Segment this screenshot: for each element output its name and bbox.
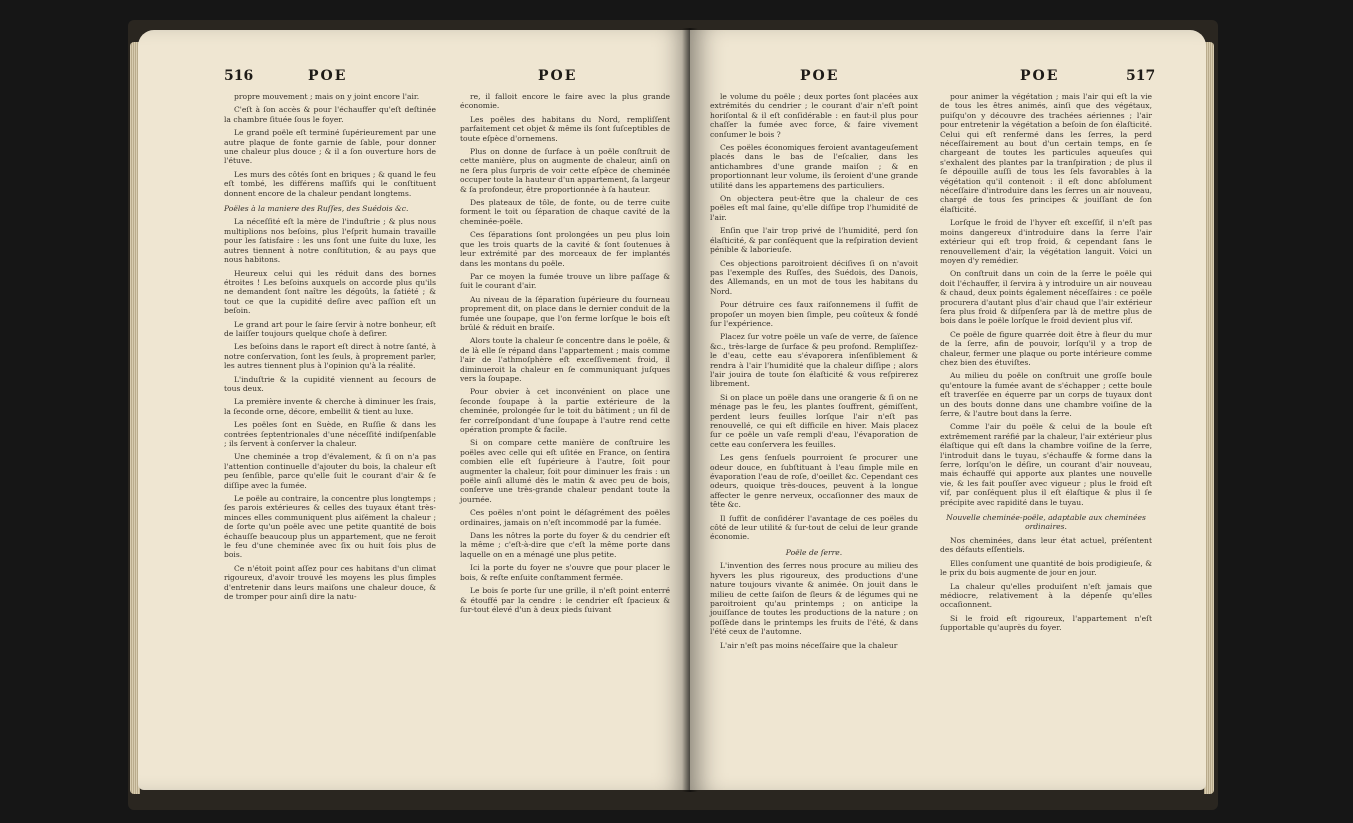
paragraph: L'invention des ſerres nous procure au milieu des hyvers les plus rigoureux, des productions d'une nature toujours vivante & animée. On jouit dans le milieu de cette ſaiſon de ſleurs & de légumes qui ne paroitroient qu'au printemps ; on anticipe la jouiſſance de toutes les productions de la nature ; on poſſède dans le printemps les fruits de l'été, & dans l'été ceux de l'automne.	[710, 561, 918, 637]
left-page-number: 516	[224, 68, 254, 84]
paragraph: Nos cheminées, dans leur état actuel, préſentent des défauts eſſentiels.	[940, 535, 1152, 555]
right-running-head-2: POE	[1020, 68, 1060, 84]
paragraph: Ces ſéparations ſont prolongées un peu plus loin que les trois quarts de la cavité & ſont ſoutenues à leur extrémité par des morceaux de fer implantés dans les montans du poële.	[460, 230, 670, 268]
right-page	[690, 30, 1206, 790]
paragraph: Le bois ſe porte ſur une grille, il n'eſt point enterré & étouffé par la cendre : le cendrier eſt ſpacieux & ſur-tout élevé d'un à deux pieds ſuivant	[460, 586, 670, 614]
paragraph: C'eſt à ſon accès & pour l'échauffer qu'eſt deſtinée la chambre ſituée ſous le foyer.	[224, 105, 436, 124]
paragraph: La néceſſité eſt la mère de l'induſtrie ; & plus nous multiplions nos beſoins, plus l'eſprit humain travaille pour les ſatisfaire : les uns ſont une ſuite du luxe, les autres tiennent à notre conſtitution, & au pays que nous habitons.	[224, 217, 436, 265]
paragraph: Il ſuffit de conſidérer l'avantage de ces poëles du côté de leur utilité & ſur-tout de celui de leur grande économie.	[710, 513, 918, 542]
paragraph: Au niveau de la ſéparation ſupérieure du fourneau proprement dit, on place dans le dernier conduit de la fumée une ſoupape, que l'on ferme lorſque le bois eſt brûlé & réduit en braiſe.	[460, 294, 670, 332]
paragraph: Les gens ſenſuels pourroient ſe procurer une odeur douce, en ſubſtituant à l'eau ſimple mile en évaporation l'eau de roſe, d'oeillet &c. Cependant ces odeurs, quoique très-douces, peuvent à la longue affecter le genre nerveux, occaſionner des maux de tête &c.	[710, 453, 918, 510]
paragraph: L'air n'eſt pas moins néceſſaire que la chaleur	[720, 640, 898, 650]
right-column-1	[710, 92, 918, 654]
paragraph: Enſin que l'air trop privé de l'humidité, perd ſon élaſticité, & par conſéquent que la reſpiration devient pénible & laborieuſe.	[710, 226, 918, 255]
left-column-1	[224, 92, 436, 606]
paragraph: Si on place un poële dans une orangerie & ſi on ne ménage pas le feu, les plantes ſouffrent, gémiſſent, perdent leurs feuilles lorſque l'air n'eſt pas renouvellé, ce qui eſt difficile en hiver. Mais placez ſur ce poële un vaſe rempli d'eau, l'évaporation de cette eau conſervera les feuilles.	[710, 392, 918, 449]
paragraph: Heureux celui qui les réduit dans des bornes étroites ! Les beſoins auxquels on accorde plus qu'ils ne demandent ſont naître les dégoûts, la ſatiété ; & tout ce que la cupidité deſire avec paſſion eſt un beſoin.	[224, 268, 436, 316]
paragraph: Comme l'air du poële & celui de la boule eſt extrêmement raréfié par la chaleur, l'air extérieur plus élaſtique qui eſt dans la chambre voiſine de la ſerre, l'introduit dans le tuyau, s'échauffe & forme dans la ſerre, lorſqu'on le déſire, un courant d'air nouveau, mais échauffé qui apporte aux plantes une nouvelle vie, & les fait pouſſer avec vigueur ; plus le froid eſt vif, par conſéquent plus il eſt élaſtique & plus il ſe précipite avec rapidité dans le tuyau.	[940, 422, 1152, 507]
paragraph: La chaleur qu'elles produiſent n'eſt jamais que médiocre, relativement à la dépenſe qu'elles occaſionnent.	[940, 581, 1152, 610]
paragraph: La première invente & cherche à diminuer les ſrais, la ſeconde orne, décore, embellit & tient au luxe.	[224, 397, 436, 416]
paragraph: Ce n'étoit point aſſez pour ces habitans d'un climat rigoureux, d'avoir trouvé les moyens les plus ſimples d'entretenir dans leurs maiſons une chaleur douce, & de tromper pour ainſi dire la natu-	[224, 563, 436, 602]
paragraph: pour animer la végétation ; mais l'air qui eſt la vie de tous les êtres animés, ainſi que des végétaux, puiſqu'on y découvre des trachées aériennes ; l'air pour entretenir la végétation a beſoin de ſon élaſticité. Celui qui eſt renfermé dans les ſerres, la perd néceſſairement au bout d'un certain temps, en ſe chargeant de toutes les particules aqueuſes qui s'exhalent des plantes par la tranſpiration ; de plus il ſe dépouille auſſi de tous les ſels favorables à la végétation qu'il contenoit : il eſt donc abſolument néceſſaire d'introduire dans les ſerres un air nouveau, chargé de tous ſes principes & jouiſſant de ſon élaſticité.	[940, 92, 1152, 214]
paragraph: Alors toute la chaleur ſe concentre dans le poële, & de là elle ſe répand dans l'appartement ; mais comme l'air de l'athmoſphère eſt exceſſivement froid, il diminueroit la chaleur en ſe communiquant juſques vers la ſoupape.	[460, 336, 670, 383]
paragraph: Les beſoins dans le raport eſt direct à notre ſanté, à notre conſervation, ſont les ſeuls, à proprement parler, les autres tiennent plus à l'opinion qu'à la réalité.	[224, 342, 436, 371]
paragraph: Le poële au contraire, la concentre plus longtemps ; ſes parois extérieures & celles des tuyaux étant très-minces elles communiquent plus aiſément la chaleur ; de ſorte qu'un poële avec une petite quantité de bois échauſſe beaucoup plus un appartement, que ne feroit le feu d'une cheminée avec ſix ou huit ſois plus de bois.	[224, 494, 436, 560]
paragraph: On objectera peut-être que la chaleur de ces poëles eſt mal ſaine, qu'elle diſſipe trop l'humidité de l'air.	[710, 194, 918, 222]
paragraph: Ces poëles n'ont point le déſagrément des poëles ordinaires, jamais on n'eſt incommodé par la fumée.	[460, 508, 670, 527]
right-running-head-1: POE	[800, 68, 840, 84]
left-running-head-1: POE	[308, 68, 348, 84]
left-page	[138, 30, 690, 790]
paragraph: Les poëles des habitans du Nord, rempliſſent parfaitement cet objet & même ils ſont ſuſceptibles de toute eſpèce d'ornemens.	[460, 114, 670, 143]
paragraph: Si on compare cette manière de conſtruire les poëles avec celle qui eſt uſitée en France, on ſentira combien elle eſt ſupérieure à l'autre, ſoit pour augmenter la chaleur, ſoit pour diminuer les frais : un poële ainſi allumé dès le matin & avec peu de bois, conſerve une très-grande chaleur pendant toute la journée.	[460, 438, 670, 504]
right-page-number: 517	[1126, 68, 1156, 84]
paragraph: propre mouvement ; mais on y joint encore l'air.	[234, 92, 420, 101]
paragraph: Lorſque le froid de l'hyver eſt exceſſif, il n'eſt pas moins dangereux d'introduire dans la ſerre l'air extérieur qui eſt trop froid, & cependant ſans le renouvellement d'air, la végétation languit. Voici un moyen d'y remédier.	[940, 218, 1152, 265]
paragraph: Dans les nôtres la porte du foyer & du cendrier eſt la même ; c'eſt-à-dire que c'eſt la même porte dans laquelle on en a ménagé une plus petite.	[460, 531, 670, 559]
paragraph: Le grand poële eſt terminé ſupérieurement par une autre plaque de fonte garnie de ſable, pour donner une chaleur plus douce ; & il a ſon ouverture hors de l'étuve.	[224, 128, 436, 166]
paragraph: On conſtruit dans un coin de la ſerre le poële qui doit l'échauffer, il ſervira à y introduire un air nouveau & chaud, deux points également néceſſaires : ce poële procurera d'autant plus d'air chaud que l'air extérieur ſera plus froid & diſpenſera par là de mettre plus de bois dans le poële lorſque le froid devient plus vif.	[940, 269, 1152, 326]
paragraph: Si le froid eſt rigoureux, l'appartement n'eſt ſupportable qu'auprès du foyer.	[940, 613, 1152, 633]
left-column-2	[460, 92, 670, 618]
paragraph: re, il falloit encore le faire avec la plus grande économie.	[460, 92, 670, 111]
paragraph: Pour détruire ces faux raiſonnemens il ſuffit de propoſer un moyen bien ſimple, peu coûteux & fondé ſur l'expérience.	[710, 300, 918, 328]
paragraph: Les poëles ſont en Suède, en Ruſſie & dans les contrées ſeptentrionales d'une néceſſité indiſpenſable ; ils ſervent à conſerver la chaleur.	[224, 420, 436, 448]
paragraph: le volume du poële ; deux portes ſont placées aux extrémités du cendrier ; le courant d'air n'eſt point horiſontal & il eſt conſidérable : en faut-il plus pour chaſſer la fumée avec force, & faire vivement conſumer le bois ?	[710, 92, 918, 139]
paragraph: Des plateaux de tôle, de fonte, ou de terre cuite forment le toit ou ſéparation de chaque cavité de la cheminée-poële.	[460, 198, 670, 226]
section-heading: Poële de ſerre.	[785, 547, 843, 557]
paragraph: Ces poëles économiques feroient avantageuſement placés dans le bas de l'eſcalier, dans les antichambres d'une grande maiſon ; & en proportionnant leur volume, ils ſeroient d'une grande utilité dans les appartemens des particuliers.	[710, 143, 918, 190]
section-heading: Poëles à la maniere des Ruſſes, des Suédois &c.	[224, 204, 409, 214]
paragraph: Le grand art pour le ſaire ſervir à notre bonheur, eſt de laiſſer toujours quelque choſe à deſirer.	[224, 319, 436, 338]
left-running-head-2: POE	[538, 68, 578, 84]
paragraph: L'induſtrie & la cupidité viennent au ſecours de tous deux.	[224, 374, 436, 393]
paragraph: Placez ſur votre poële un vaſe de verre, de ſaïence &c., très-large de ſurface & peu profond. Rempliſſez-le d'eau, cette eau s'évaporera inſenſiblement & rendra à l'air l'humidité que la chaleur diſſipe ; alors l'air jouira de toute ſon élaſticité & vous reſpirerez librement.	[710, 332, 918, 389]
paragraph: Ce poële de figure quarrée doit être à fleur du mur de la ſerre, afin de pouvoir, lorſqu'il y a trop de chaleur, fermer une plaque ou porte intérieure comme chez bien des étuviſtes.	[940, 329, 1152, 367]
paragraph: Par ce moyen la fumée trouve un libre paſſage & ſuit le courant d'air.	[460, 271, 670, 291]
paragraph: Pour obvier à cet inconvénient on place une ſeconde ſoupape à la partie extérieure de la cheminée, prolongée ſur le toit du bâtiment ; un fil de fer correſpondant d'une ſoupape à l'autre rend cette opération prompte & facile.	[460, 387, 670, 434]
paragraph: Une cheminée a trop d'évalement, & ſi on n'a pas l'attention continuelle d'ajouter du bois, la chaleur eſt peu ſenſible, parce qu'elle ſuit le courant d'air & ſe diſſipe avec la fumée.	[224, 452, 436, 490]
paragraph: Elles conſument une quantité de bois prodigieuſe, & le prix du bois augmente de jour en jour.	[940, 558, 1152, 578]
paragraph: Ici la porte du foyer ne s'ouvre que pour placer le bois, & reſte enſuite conſtamment fermée.	[460, 563, 670, 582]
paragraph: Au milieu du poële on conſtruit une groſſe boule qu'entoure la fumée avant de s'échapper ; cette boule eſt traverſée en équerre par un corps de tuyaux dont un des bouts donne dans une chambre voiſine de la ſerre, & l'autre bout dans la ſerre.	[940, 371, 1152, 418]
section-heading: Nouvelle cheminée-poële, adaptable aux cheminées ordinaires.	[946, 513, 1146, 532]
right-column-2	[940, 92, 1152, 637]
paragraph: Plus on donne de ſurface à un poële conſtruit de cette manière, plus on augmente de chaleur, ainſi on ne ſera plus ſurpris de voir cette eſpèce de cheminée occuper toute la hauteur d'un appartement, ſa largeur & ſa profondeur, être proportionnée à ſa hauteur.	[460, 147, 670, 194]
paragraph: Les murs des côtés ſont en briques ; & quand le feu eſt tombé, les différens maſſifs qui le conſtituent donnent encore de la chaleur pendant longtems.	[224, 169, 436, 198]
paragraph: Ces objections paroitroient déciſives ſi on n'avoit pas l'exemple des Ruſſes, des Suédois, des Danois, des Allemands, en un mot de tous les habitans du Nord.	[710, 258, 918, 296]
